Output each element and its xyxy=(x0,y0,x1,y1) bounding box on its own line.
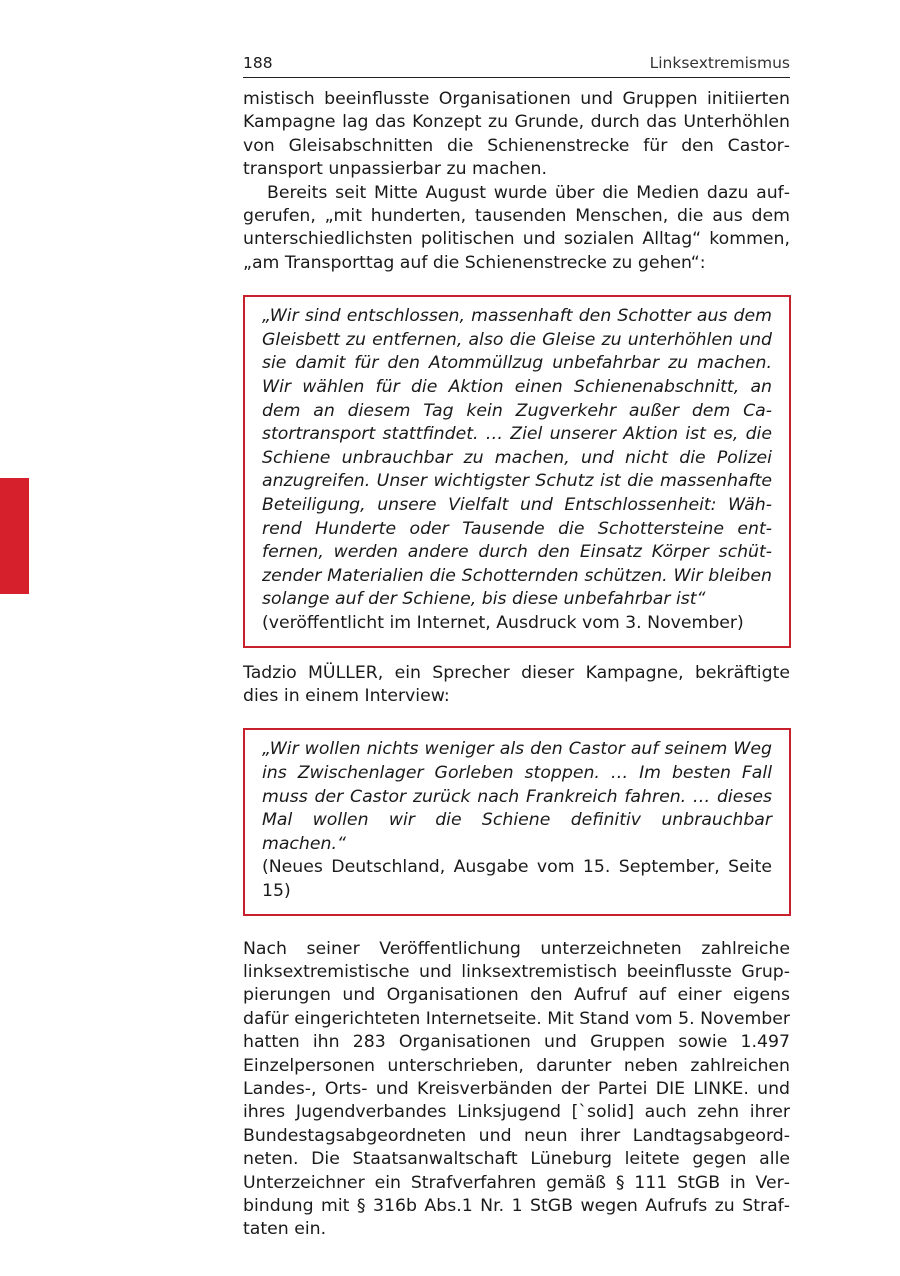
quote-source: (veröffentlicht im Internet, Ausdruck vom 3. November) xyxy=(262,612,744,633)
quote-text: „Wir wollen nichts weniger als den Castor auf seinem Weg ins Zwischenlager Gorleben stoppen. … Im besten Fall muss der Castor zurück nach Frankreich fahren. … dieses Mal wollen wir die Schiene definitiv unbrauchbar machen.“ xyxy=(262,739,772,854)
paragraph-call: Bereits seit Mitte August wurde über die Medien dazu aufgerufen, „mit hunderten, tausenden Menschen, die aus dem unterschiedlichsten politischen und sozialen Alltag“ kommen, „am Transporttag auf die Schienenstrecke zu gehen“: xyxy=(243,182,790,273)
paragraph-continuation: mistisch beeinflusste Organisationen und Gruppen initiierten Kampagne lag das Konzept zu Grunde, durch das Unterhöhlen von Gleisabschnitten die Schienenstrecke für den Castortransport unpassierbar zu machen. xyxy=(243,89,790,180)
page-header xyxy=(243,52,790,78)
quote-text: „Wir sind entschlossen, massenhaft den Schotter aus dem Gleisbett zu entfernen, also die Gleise zu unterhöhlen und sie damit für den Atommüllzug unbefahrbar zu machen. Wir wählen für die Aktion einen Schienenabschnitt, an dem an diesem Tag kein Zugverkehr außer dem Castortransport stattfindet. … Ziel unserer Aktion ist es, die Schiene unbrauchbar zu machen, und nicht die Polizei anzugreifen. Unser wichtigster Schutz ist die massenhafte Beteiligung, unsere Vielfalt und Entschlossenheit: Während Hunderte oder Tausende die Schottersteine entfernen, werden andere durch den Einsatz Körper schützender Materialien die Schotternden schützen. Wir bleiben solange auf der Schiene, bis diese unbefahrbar ist“ xyxy=(262,306,772,610)
page-number: 188 xyxy=(243,54,273,72)
paragraph-speaker: Tadzio MÜLLER, ein Sprecher dieser Kampagne, bekräftigte dies in einem Interview: xyxy=(243,662,790,706)
quote-box-interview xyxy=(243,728,791,915)
chapter-side-tab xyxy=(0,478,29,594)
paragraph-signatories: Nach seiner Veröffentlichung unterzeichneten zahlreiche linksextremistische und linksextremistisch beeinflusste Gruppierungen und Organisationen den Aufruf auf einer eigens dafür eingerichteten Internetseite. Mit Stand vom 5. November hatten ihn 283 Organisationen und Gruppen sowie 1.497 Einzelpersonen unterschrieben, darunter neben zahlreichen Landes-, Orts- und Kreisverbänden der Partei DIE LINKE. und ihres Jugendverbandes Linksjugend [`solid] auch zehn ihrer Bundestagsabgeordneten und neun ihrer Landtagsabgeordneten. Die Staatsanwaltschaft Lüneburg leitete gegen alle Unterzeichner ein Strafverfahren gemäß § 111 StGB in Verbindung mit § 316b Abs.1 Nr. 1 StGB wegen Aufrufs zu Straftaten ein. xyxy=(243,938,790,1240)
running-title: Linksextremismus xyxy=(649,54,790,72)
quote-box-call xyxy=(243,295,791,647)
quote-source: (Neues Deutschland, Ausgabe vom 15. September, Seite 15) xyxy=(262,857,772,901)
page-content xyxy=(243,88,790,1242)
